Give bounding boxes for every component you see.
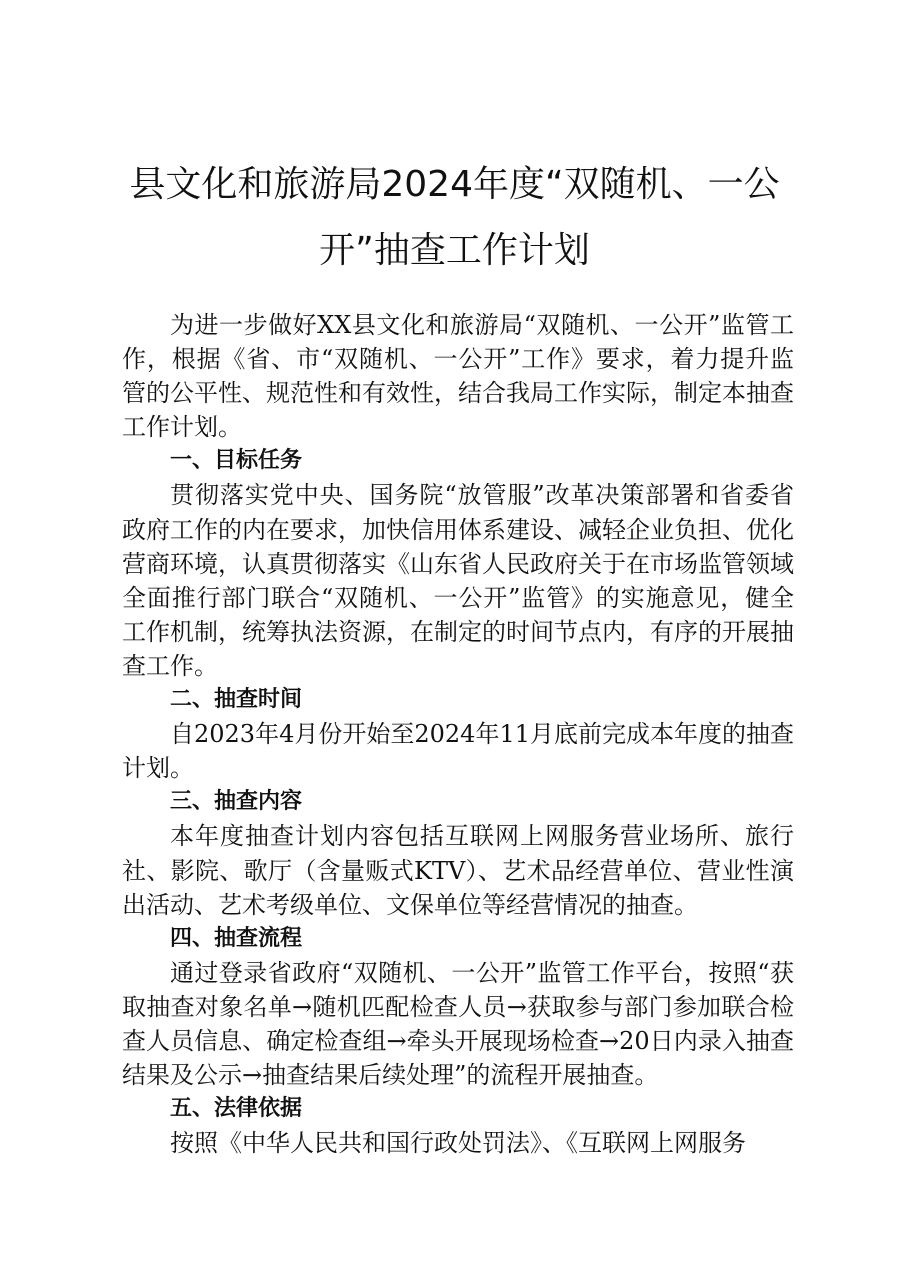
section-text-content: 本年度抽查计划内容包括互联网上网服务营业场所、旅行社、影院、歌厅（含量贩式KTV）、艺术品经营单位、营业性演出活动、艺术考级单位、文保单位等经营情况的抽查。 <box>122 822 794 919</box>
intro-paragraph: 为进一步做好XX县文化和旅游局“双随机、一公开”监管工作，根据《省、市“双随机、一公开”工作》要求，着力提升监管的公平性、规范性和有效性，结合我局工作实际，制定本抽查工作计划。 <box>122 311 794 442</box>
document-body <box>122 308 794 1160</box>
document-title-line-2: 开”抽查工作计划 <box>319 230 590 271</box>
section-heading-time: 二、抽查时间 <box>170 687 303 713</box>
section-text-legal-basis: 按照《中华人民共和国行政处罚法》、《互联网上网服务 <box>170 1129 746 1158</box>
section-text-time: 自2023年4月份开始至2024年11月底前完成本年度的抽查计划。 <box>122 720 794 783</box>
section-heading-targets: 一、目标任务 <box>170 448 303 474</box>
section-text-targets: 贯彻落实党中央、国务院“放管服”改革决策部署和省委省政府工作的内在要求，加快信用体系建设、减轻企业负担、优化营商环境，认真贯彻落实《山东省人民政府关于在市场监管领域全面推行部门联合“双随机、一公开”监管》的实施意见，健全工作机制，统筹执法资源，在制定的时间节点内，有序的开展抽查工作。 <box>122 481 794 680</box>
section-text-process: 通过登录省政府“双随机、一公开”监管工作平台，按照“获取抽查对象名单→随机匹配检查人员→获取参与部门参加联合检查人员信息、确定检查组→牵头开展现场检查→20日内录入抽查结果及公示→抽查结果后续处理”的流程开展抽查。 <box>122 958 794 1090</box>
section-heading-legal-basis: 五、法律依据 <box>170 1096 303 1122</box>
document-title-line-1: 县文化和旅游局2024年度“双随机、一公 <box>129 164 780 205</box>
section-heading-process: 四、抽查流程 <box>170 925 303 951</box>
section-heading-content: 三、抽查内容 <box>170 789 303 815</box>
